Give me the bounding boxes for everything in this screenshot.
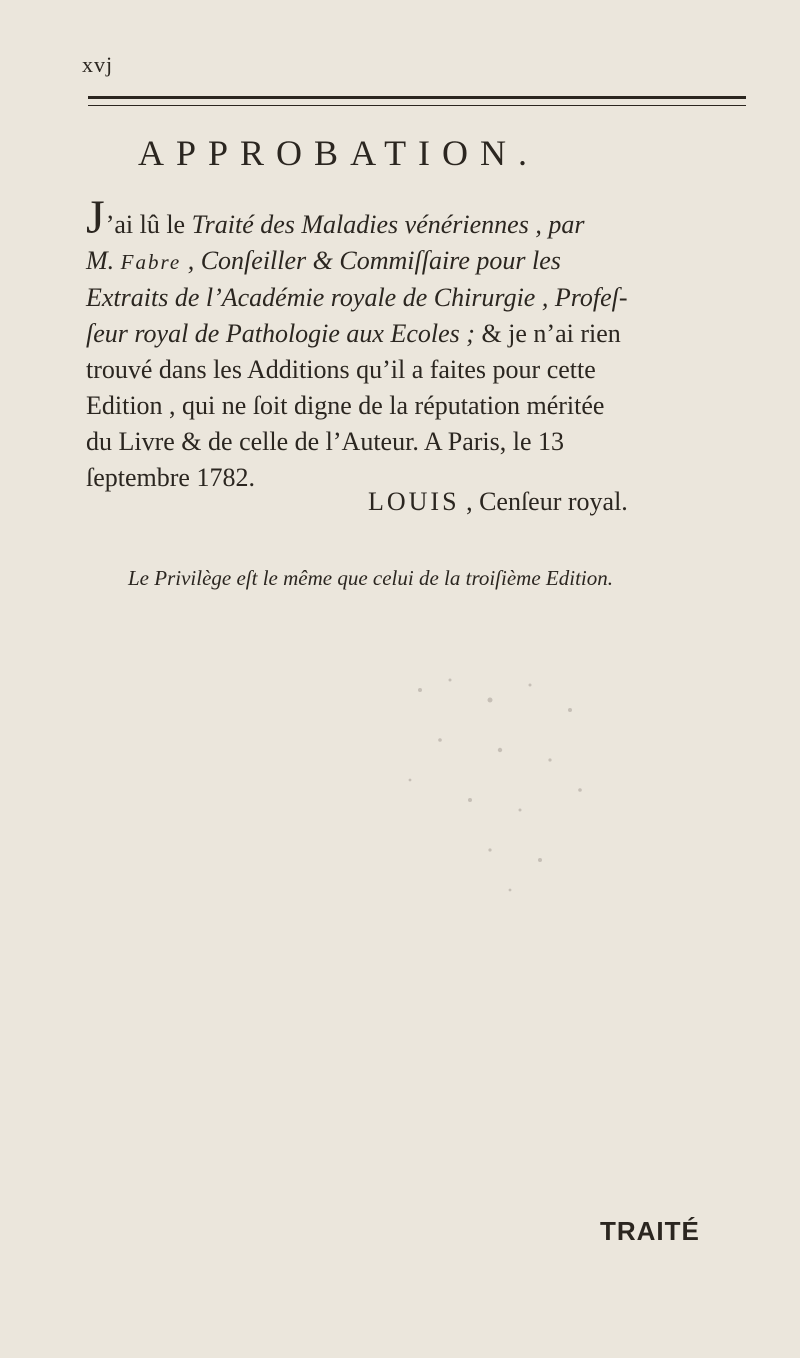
drop-cap: J [86, 191, 106, 244]
censor-name: LOUIS [368, 487, 460, 516]
text-line-1: J’ai lû le Traité des Maladies vénériennes , par [86, 191, 585, 244]
text-line-8: ſeptembre 1782. [86, 463, 255, 492]
privilege-note: Le Privilège eſt le même que celui de la troiſième Edition. [128, 566, 613, 590]
censor-signature [368, 487, 628, 517]
approbation-text [86, 191, 748, 496]
paper-stain-mark [380, 660, 640, 910]
section-heading: APPROBATION. [138, 133, 540, 173]
author-name: Fabre [120, 250, 182, 274]
text-line-7: du Livre & de celle de l’Auteur. A Paris, le 13 [86, 427, 564, 456]
text-line-4: ſeur royal de Pathologie aux Ecoles ; & je n’ai rien [86, 319, 621, 348]
text-line-6: Edition , qui ne ſoit digne de la réputation méritée [86, 391, 605, 420]
text-line-3: Extraits de l’Académie royale de Chirurgie , Profeſ- [86, 283, 628, 312]
text-line-5: trouvé dans les Additions qu’il a faites pour cette [86, 355, 596, 384]
page-number: xvj [82, 52, 114, 77]
censor-title: , Cenſeur royal. [466, 487, 628, 516]
catchword: TRAITÉ [600, 1216, 700, 1246]
text-line-2: M. Fabre , Conſeiller & Commiſſaire pour les [86, 246, 561, 275]
header-rule [88, 96, 746, 106]
